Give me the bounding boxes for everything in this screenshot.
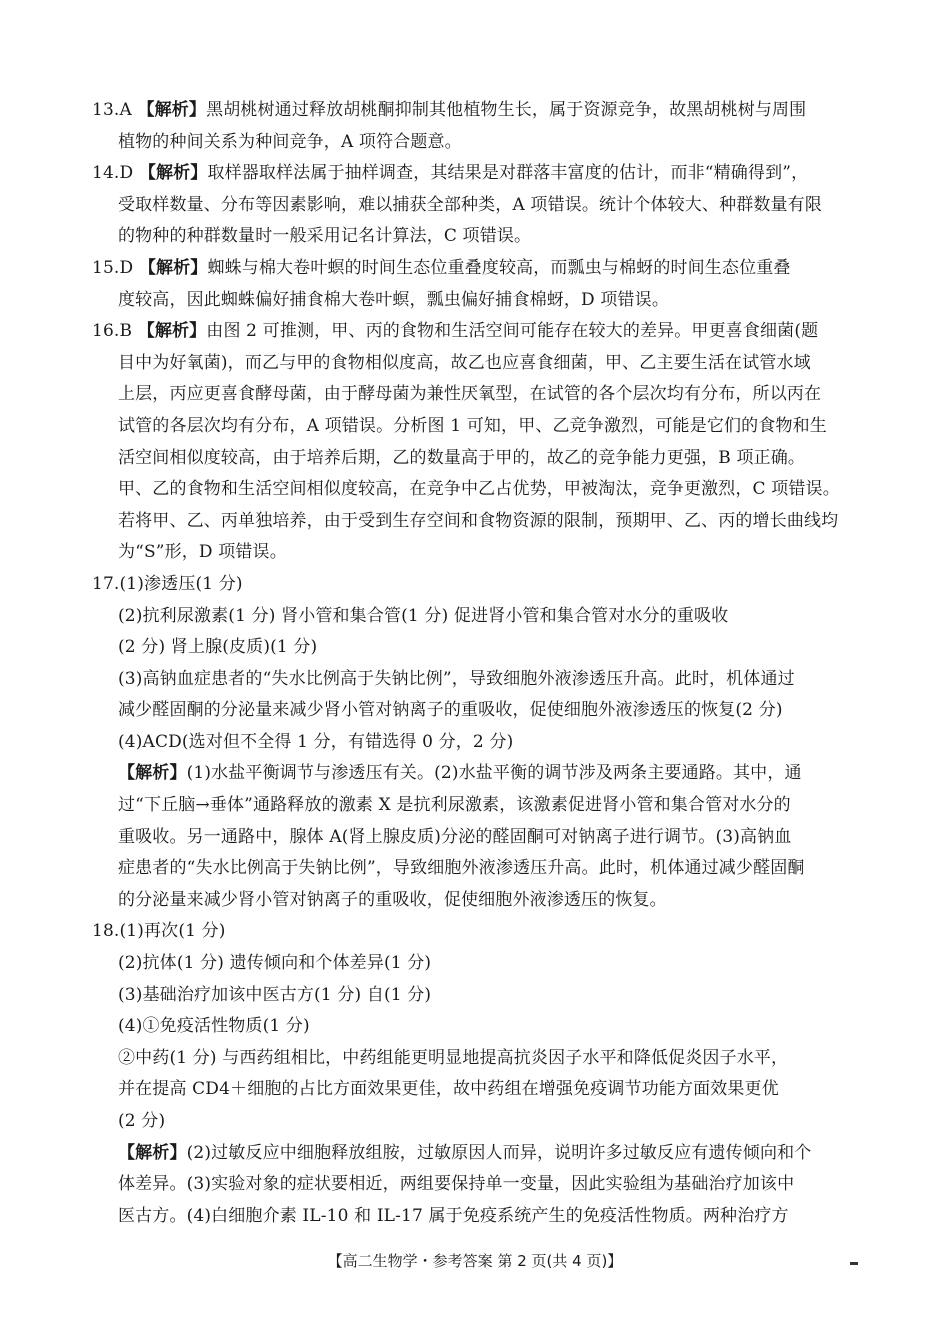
text-line [92, 95, 950, 127]
text-run: (3)基础治疗加该中医古方(1 分) 自(1 分) [118, 984, 432, 1005]
text-run: (2)抗体(1 分) 遗传倾向和个体差异(1 分) [118, 953, 432, 974]
text-line [118, 506, 950, 538]
text-line [92, 316, 950, 348]
answer-document [0, 95, 950, 1232]
text-run: (3)高钠血症患者的“失水比例高于失钠比例”，导致细胞外液渗透压升高。此时，机体通过 [118, 668, 795, 689]
text-run: (4)ACD(选对但不全得 1 分，有错选得 0 分，2 分) [118, 731, 514, 752]
text-run: (2)抗利尿激素(1 分) 肾小管和集合管(1 分) 促进肾小管和集合管对水分的重吸收 [118, 605, 729, 626]
text-line [118, 474, 950, 506]
text-run: (2)过敏反应中细胞释放组胺，过敏原因人而异，说明许多过敏反应有遗传倾向和个 [186, 1142, 812, 1163]
text-run: 14.D [92, 163, 139, 184]
text-line [92, 569, 950, 601]
text-run: 16.B [92, 321, 138, 342]
text-line [118, 127, 950, 159]
text-line [118, 1201, 950, 1233]
text-line [118, 221, 950, 253]
text-run: (1)水盐平衡调节与渗透压有关。(2)水盐平衡的调节涉及两条主要通路。其中，通 [186, 763, 802, 784]
text-run: (4)①免疫活性物质(1 分) [118, 1016, 310, 1037]
text-line [118, 664, 950, 696]
text-run: 试管的各层次均有分布，A 项错误。分析图 1 可知，甲、乙竞争激烈，可能是它们的食物和生 [118, 415, 827, 436]
text-line [118, 1043, 950, 1075]
text-run: 的分泌量来减少肾小管对钠离子的重吸收，促使细胞外液渗透压的恢复。 [118, 889, 667, 910]
text-run: (2 分) [118, 1111, 166, 1131]
text-line [118, 822, 950, 854]
analysis-tag: 【解析】 [137, 100, 207, 120]
text-line [118, 695, 950, 727]
text-line [92, 253, 950, 285]
text-run: 活空间相似度较高，由于培养后期，乙的数量高于甲的，故乙的竞争能力更强，B 项正确。 [118, 447, 806, 468]
text-run: 黑胡桃树通过释放胡桃酮抑制其他植物生长，属于资源竞争，故黑胡桃树与周围 [206, 100, 807, 120]
text-line [118, 411, 950, 443]
analysis-tag: 【解析】 [118, 1142, 187, 1163]
text-line [118, 885, 950, 917]
text-run: 蜘蛛与棉大卷叶螟的时间生态位重叠度较高，而瓢虫与棉蚜的时间生态位重叠 [207, 257, 791, 278]
text-run: 目中为好氧菌)，而乙与甲的食物相似度高，故乙也应喜食细菌，甲、乙主要生活在试管水域 [118, 352, 811, 373]
text-line [118, 727, 950, 759]
text-run: 重吸收。另一通路中，腺体 A(肾上腺皮质)分泌的醛固酮可对钠离子进行调节。(3)高钠血 [118, 826, 792, 847]
text-run: 医古方。(4)白细胞介素 IL-10 和 IL-17 属于免疫系统产生的免疫活性物质。两种治疗方 [118, 1205, 789, 1226]
text-line [92, 916, 950, 948]
text-run: (2 分) 肾上腺(皮质)(1 分) [118, 637, 318, 658]
text-line [118, 632, 950, 664]
text-run: 为“S”形，D 项错误。 [118, 542, 287, 563]
text-run: 的物种的种群数量时一般采用记名计算法，C 项错误。 [118, 226, 532, 247]
text-line [118, 758, 950, 790]
text-run: 减少醛固酮的分泌量来减少肾小管对钠离子的重吸收，促使细胞外液渗透压的恢复(2 分) [118, 700, 783, 721]
text-run: 15.D [92, 257, 139, 278]
page-footer: 【高二生物学・参考答案 第 2 页(共 4 页)】 [327, 1252, 623, 1270]
text-line [118, 1074, 950, 1106]
text-run: 17.(1)渗透压(1 分) [92, 573, 243, 594]
text-run: 若将甲、乙、丙单独培养，由于受到生存空间和食物资源的限制，预期甲、乙、丙的增长曲线均 [118, 510, 839, 531]
analysis-tag: 【解析】 [138, 257, 208, 278]
text-line [118, 790, 950, 822]
text-run: 体差异。(3)实验对象的症状要相近，两组要保持单一变量，因此实验组为基础治疗加该中 [118, 1174, 795, 1195]
text-run: 过“下丘脑→垂体”通路释放的激素 X 是抗利尿激素，该激素促进肾小管和集合管对水分的 [118, 795, 791, 816]
text-line [118, 980, 950, 1012]
text-line [118, 443, 950, 475]
text-run: ②中药(1 分) 与西药组相比，中药组能更明显地提高抗炎因子水平和降低促炎因子水平， [118, 1047, 789, 1068]
text-line [118, 601, 950, 633]
text-run: 受取样数量、分布等因素影响，难以捕获全部种类，A 项错误。统计个体较大、种群数量有限 [118, 194, 822, 215]
text-run: 由图 2 可推测，甲、丙的食物和生活空间可能存在较大的差异。甲更喜食细菌(题 [206, 321, 819, 342]
text-line [118, 1011, 950, 1043]
text-line [118, 1106, 950, 1138]
text-line [118, 948, 950, 980]
text-run: 并在提高 CD4＋细胞的占比方面效果更佳，故中药组在增强免疫调节功能方面效果更优 [118, 1079, 779, 1100]
text-line [118, 537, 950, 569]
text-run: 度较高，因此蜘蛛偏好捕食棉大卷叶螟，瓢虫偏好捕食棉蚜，D 项错误。 [118, 289, 669, 310]
text-run: 甲、乙的食物和生活空间相似度较高，在竞争中乙占优势，甲被淘汰，竞争更激烈，C 项错误。 [118, 479, 840, 500]
text-line [118, 190, 950, 222]
text-line [92, 158, 950, 190]
text-run: 植物的种间关系为种间竞争，A 项符合题意。 [118, 131, 462, 152]
text-run: 取样器取样法属于抽样调查，其结果是对群落丰富度的估计，而非“精确得到”， [207, 163, 809, 184]
text-line [118, 379, 950, 411]
text-line [118, 285, 950, 317]
analysis-tag: 【解析】 [137, 321, 207, 342]
text-line [118, 853, 950, 885]
analysis-tag: 【解析】 [138, 163, 208, 184]
text-run: 上层，丙应更喜食酵母菌，由于酵母菌为兼性厌氧型，在试管的各个层次均有分布，所以丙在 [118, 384, 822, 405]
text-run: 18.(1)再次(1 分) [92, 921, 226, 942]
footer-mark [850, 1262, 858, 1265]
text-line [118, 1138, 950, 1170]
text-line [118, 1169, 950, 1201]
text-run: 13.A [92, 100, 138, 120]
text-line [118, 348, 950, 380]
analysis-tag: 【解析】 [118, 763, 187, 784]
text-run: 症患者的“失水比例高于失钠比例”，导致细胞外液渗透压升高。此时，机体通过减少醛固酮 [118, 858, 805, 879]
